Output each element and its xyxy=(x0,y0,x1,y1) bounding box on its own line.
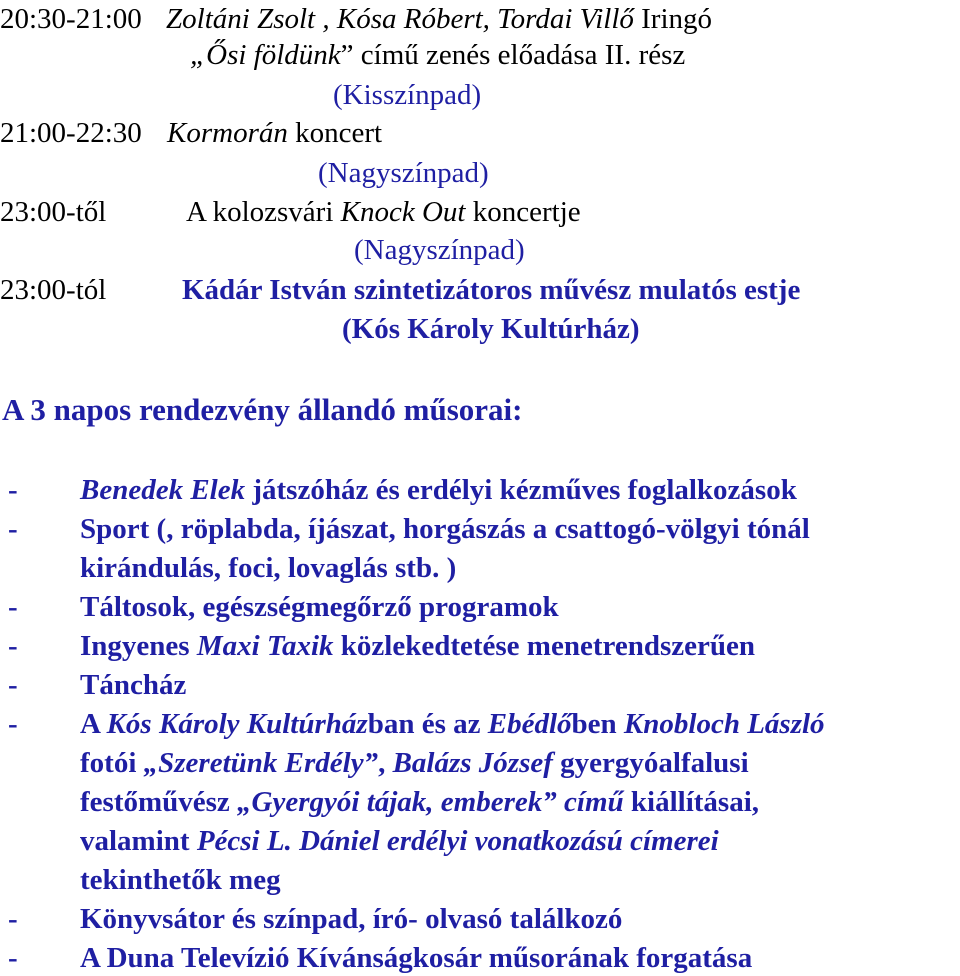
venue-label: (Nagyszínpad) xyxy=(318,157,489,189)
bullet-dash: - xyxy=(8,669,18,701)
time-label: 20:30-21:00 xyxy=(0,3,142,35)
item-text: játszóház és erdélyi kézműves foglalkozások xyxy=(245,474,797,506)
schedule-row-4 xyxy=(0,273,106,307)
item-text: , xyxy=(378,747,393,779)
item-text: kirándulás, foci, lovaglás stb. ) xyxy=(80,552,457,584)
bullet-dash: - xyxy=(8,942,18,974)
bullet-dash: - xyxy=(8,708,18,740)
item-text: közlekedtetése menetrendszerűen xyxy=(333,630,755,662)
bullet-dash: - xyxy=(8,903,18,935)
item-text: Sport (, röplabda, íjászat, horgászás a csattogó-völgyi tónál xyxy=(80,513,810,545)
bullet-dash: - xyxy=(8,591,18,623)
venue-label: (Kisszínpad) xyxy=(333,79,482,111)
item-text: kiállításai, xyxy=(623,786,759,818)
item-text: gyergyóalfalusi xyxy=(552,747,749,779)
event-prefix: A kolozsvári xyxy=(186,196,341,228)
item-text: A xyxy=(80,708,107,740)
item-text: Táncház xyxy=(80,669,187,701)
schedule-row-1 xyxy=(0,2,712,36)
item-name: Ebédlő xyxy=(487,708,572,740)
schedule-row-2 xyxy=(0,116,382,150)
item-name: „Szeretünk Erdély” xyxy=(143,747,379,779)
venue-label: (Kós Károly Kultúrház) xyxy=(342,313,640,345)
event-text: Kádár István szintetizátoros művész mulatós estje xyxy=(182,274,801,306)
event-type: koncert xyxy=(287,117,383,149)
item-text: valamint xyxy=(80,825,197,857)
bullet-dash: - xyxy=(8,474,18,506)
time-label: 23:00-től xyxy=(0,196,107,228)
item-name: Maxi Taxik xyxy=(196,630,334,662)
item-name: Benedek Elek xyxy=(80,474,246,506)
time-label: 21:00-22:30 xyxy=(0,117,142,149)
item-text: A Duna Televízió Kívánságkosár műsorának forgatása xyxy=(80,942,753,974)
item-text: Táltosok, egészségmegőrző programok xyxy=(80,591,559,623)
item-text: fotói xyxy=(80,747,144,779)
item-text: Könyvsátor és színpad, író- olvasó találkozó xyxy=(80,903,623,935)
venue-label: (Nagyszínpad) xyxy=(354,234,525,266)
bullet-dash: - xyxy=(8,513,18,545)
time-label: 23:00-tól xyxy=(0,274,107,306)
item-text: ban és az xyxy=(367,708,488,740)
program-heading: A 3 napos rendezvény állandó műsorai: xyxy=(2,392,523,427)
event-type: koncertje xyxy=(465,196,581,228)
item-name: Pécsi L. Dániel erdélyi vonatkozású címerei xyxy=(196,825,719,857)
performer-names: Zoltáni Zsolt , Kósa Róbert, Tordai Villő xyxy=(166,3,634,35)
item-text: Ingyenes xyxy=(80,630,197,662)
schedule-row-1-title xyxy=(190,38,685,72)
schedule-row-3 xyxy=(0,195,106,229)
item-name: „Gyergyói tájak, emberek” című xyxy=(237,786,624,818)
bullet-dash: - xyxy=(8,630,18,662)
band-name: Knock Out xyxy=(340,196,466,228)
show-title: Ősi földünk xyxy=(206,39,341,71)
show-description: ” című zenés előadása II. rész xyxy=(340,39,686,71)
item-text: ben xyxy=(571,708,624,740)
performer-extra: Iringó xyxy=(633,3,713,35)
quote-open: „ xyxy=(190,39,207,71)
item-name: Kós Károly Kultúrház xyxy=(106,708,368,740)
item-name: Knobloch László xyxy=(623,708,825,740)
item-text: festőművész xyxy=(80,786,238,818)
item-name: Balázs József xyxy=(392,747,553,779)
item-text: tekinthetők meg xyxy=(80,864,281,896)
band-name: Kormorán xyxy=(167,117,288,149)
schedule-row-3-text xyxy=(186,195,581,229)
